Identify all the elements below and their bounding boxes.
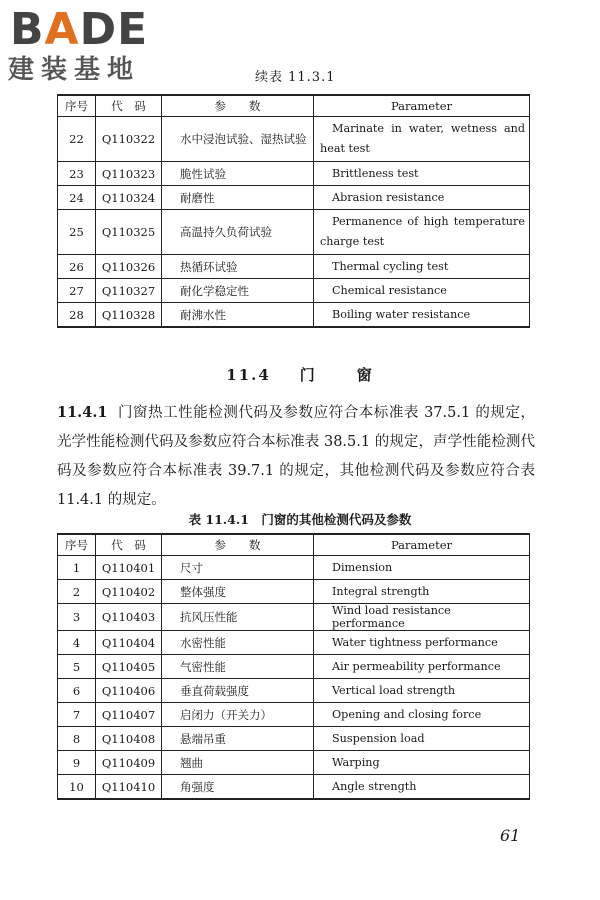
table-row [58, 162, 530, 186]
header-param: 参 数 [162, 95, 314, 117]
row-param: 耐磨性 [162, 186, 314, 210]
page-number: 61 [500, 826, 521, 845]
row-param-en: Air permeability performance [314, 655, 530, 679]
table-row [58, 580, 530, 604]
table-row [58, 727, 530, 751]
table-row [58, 703, 530, 727]
row-code: Q110402 [96, 580, 162, 604]
table-row [58, 631, 530, 655]
row-code: Q110328 [96, 303, 162, 328]
row-param-en: Water tightness performance [314, 631, 530, 655]
header-no: 序号 [58, 95, 96, 117]
row-no: 1 [58, 556, 96, 580]
row-no: 10 [58, 775, 96, 800]
row-param-en: Marinate in water, wetness and heat test [314, 117, 530, 162]
table-row [58, 186, 530, 210]
row-code: Q110326 [96, 255, 162, 279]
section-heading: 11.4 门 窗 [226, 366, 374, 384]
row-code: Q110324 [96, 186, 162, 210]
row-no: 6 [58, 679, 96, 703]
row-code: Q110409 [96, 751, 162, 775]
table-row [58, 303, 530, 328]
row-param-en: Boiling water resistance [314, 303, 530, 328]
row-param: 水密性能 [162, 631, 314, 655]
row-no: 25 [58, 210, 96, 255]
row-param-en: Chemical resistance [314, 279, 530, 303]
row-code: Q110404 [96, 631, 162, 655]
table-caption: 表 11.4.1 门窗的其他检测代码及参数 [188, 512, 412, 527]
row-param-en: Opening and closing force [314, 703, 530, 727]
row-code: Q110403 [96, 604, 162, 631]
row-code: Q110405 [96, 655, 162, 679]
row-param-en: Angle strength [314, 775, 530, 800]
clause-number: 11.4.1 [57, 404, 108, 421]
row-param: 热循环试验 [162, 255, 314, 279]
header-param: 参 数 [162, 534, 314, 556]
table-row [58, 751, 530, 775]
clause-text: 门窗热工性能检测代码及参数应符合本标准表 37.5.1 的规定，光学性能检测代码及参数应符合本标准表 38.5.1 的规定，声学性能检测代码及参数应符合本标准表 39.7.1 的规定，其他检测代码及参数应符合表 11.4.1 的规定。 [57, 405, 535, 508]
row-no: 26 [58, 255, 96, 279]
header-en: Parameter [314, 95, 530, 117]
table-row [58, 279, 530, 303]
table-row [58, 679, 530, 703]
table-header-row [58, 534, 530, 556]
row-param: 垂直荷载强度 [162, 679, 314, 703]
continued-table-caption: 续表 11.3.1 [255, 70, 336, 85]
row-no: 7 [58, 703, 96, 727]
row-code: Q110408 [96, 727, 162, 751]
row-param-en: Vertical load strength [314, 679, 530, 703]
logo-wordmark: BADE [10, 4, 149, 55]
continued-table [57, 94, 530, 328]
row-param-en: Integral strength [314, 580, 530, 604]
row-param-en: Thermal cycling test [314, 255, 530, 279]
table-row [58, 775, 530, 800]
header-en: Parameter [314, 534, 530, 556]
row-no: 5 [58, 655, 96, 679]
row-no: 4 [58, 631, 96, 655]
row-param-en: Dimension [314, 556, 530, 580]
row-param: 抗风压性能 [162, 604, 314, 631]
row-param-en: Abrasion resistance [314, 186, 530, 210]
logo-subtitle: 建装基地 [8, 55, 141, 85]
row-param-en: Suspension load [314, 727, 530, 751]
row-no: 24 [58, 186, 96, 210]
table-row [58, 210, 530, 255]
row-code: Q110410 [96, 775, 162, 800]
table-row [58, 255, 530, 279]
brand-logo [6, 4, 176, 84]
row-code: Q110322 [96, 117, 162, 162]
row-no: 28 [58, 303, 96, 328]
row-param: 高温持久负荷试验 [162, 210, 314, 255]
table-header-row [58, 95, 530, 117]
header-no: 序号 [58, 534, 96, 556]
row-code: Q110323 [96, 162, 162, 186]
door-window-table [57, 533, 530, 800]
row-no: 2 [58, 580, 96, 604]
row-param-en: Brittleness test [314, 162, 530, 186]
row-no: 27 [58, 279, 96, 303]
clause-paragraph [57, 398, 535, 515]
row-no: 9 [58, 751, 96, 775]
table-row [58, 117, 530, 162]
row-no: 8 [58, 727, 96, 751]
row-param: 角强度 [162, 775, 314, 800]
row-no: 3 [58, 604, 96, 631]
row-param: 脆性试验 [162, 162, 314, 186]
row-param: 耐化学稳定性 [162, 279, 314, 303]
row-no: 22 [58, 117, 96, 162]
row-param: 耐沸水性 [162, 303, 314, 328]
header-code: 代 码 [96, 534, 162, 556]
row-param-en: Warping [314, 751, 530, 775]
row-param: 气密性能 [162, 655, 314, 679]
row-param: 启闭力（开关力） [162, 703, 314, 727]
row-param: 悬端吊重 [162, 727, 314, 751]
row-code: Q110401 [96, 556, 162, 580]
row-code: Q110406 [96, 679, 162, 703]
row-param-en: Permanence of high temperature charge test [314, 210, 530, 255]
row-param-en: Wind load resistance performance [314, 604, 530, 631]
row-param: 尺寸 [162, 556, 314, 580]
header-code: 代 码 [96, 95, 162, 117]
row-param: 水中浸泡试验、湿热试验 [162, 117, 314, 162]
row-no: 23 [58, 162, 96, 186]
row-code: Q110325 [96, 210, 162, 255]
row-code: Q110327 [96, 279, 162, 303]
table-row [58, 556, 530, 580]
row-param: 翘曲 [162, 751, 314, 775]
row-code: Q110407 [96, 703, 162, 727]
table-row [58, 655, 530, 679]
row-param: 整体强度 [162, 580, 314, 604]
table-row [58, 604, 530, 631]
